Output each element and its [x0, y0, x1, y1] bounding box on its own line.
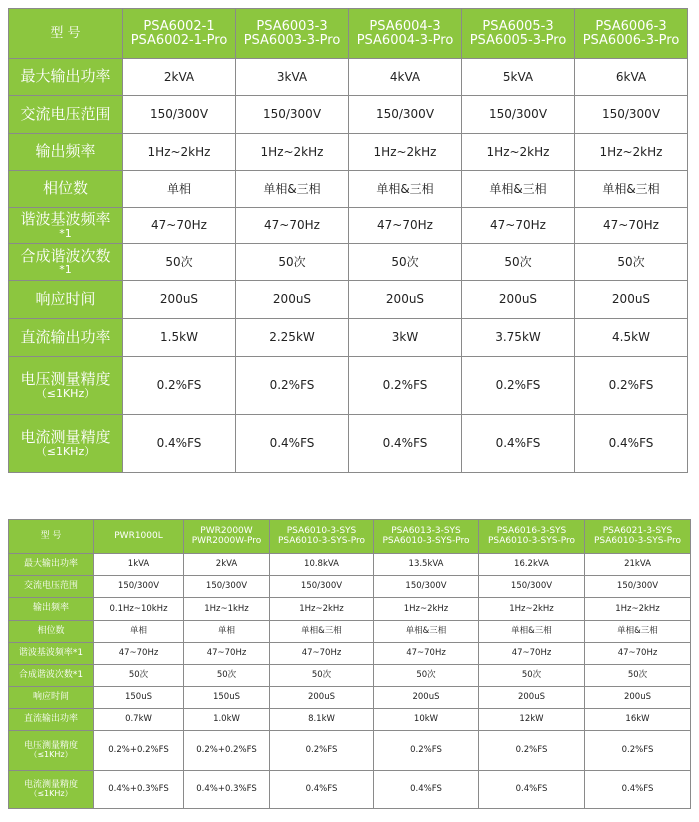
header-line: PSA6002-1 — [143, 18, 215, 34]
row-label-text: 电压测量精度 — [20, 370, 111, 389]
table-cell: 0.4%FS — [270, 771, 374, 809]
table-cell: 150/300V — [270, 576, 374, 598]
table-cell: 200uS — [585, 687, 691, 709]
row-label-note: （≤1KHz） — [35, 444, 96, 458]
row-label-text: 输出频率 — [35, 142, 96, 161]
table-cell: 1.0kW — [184, 709, 270, 731]
header-line: PWR2000W-Pro — [191, 535, 262, 546]
row-label — [9, 621, 94, 643]
table-cell: 8.1kW — [270, 709, 374, 731]
table-cell: 0.1Hz~10kHz — [94, 598, 184, 621]
model-header — [270, 520, 374, 554]
table-cell: 50次 — [94, 665, 184, 687]
table-cell: 150/300V — [374, 576, 479, 598]
table-cell: 10.8kVA — [270, 554, 374, 576]
table-cell: 150/300V — [479, 576, 585, 598]
header-line: PSA6004-3 — [369, 18, 441, 34]
header-line: PSA6003-3-Pro — [243, 32, 341, 48]
header-line: PSA6005-3-Pro — [469, 32, 567, 48]
row-label-text: 响应时间 — [35, 289, 96, 308]
table-cell: 47~70Hz — [236, 208, 349, 244]
model-header — [94, 520, 184, 554]
header-line: PSA6016-3-SYS — [496, 526, 567, 537]
model-header — [462, 9, 575, 59]
table-row — [9, 643, 691, 665]
row-label-note: *1 — [59, 226, 72, 240]
table-cell: 47~70Hz — [94, 643, 184, 665]
row-label — [9, 244, 123, 281]
table-cell: 0.2%FS — [123, 357, 236, 415]
table-cell: 1Hz~2kHz — [585, 598, 691, 621]
table-cell: 0.2%FS — [349, 357, 462, 415]
table-cell: 50次 — [236, 244, 349, 281]
table-cell: 50次 — [123, 244, 236, 281]
table-row — [9, 576, 691, 598]
table-cell: 1Hz~2kHz — [462, 134, 575, 171]
header-row — [9, 520, 691, 554]
header-line: PWR2000W — [200, 526, 253, 537]
table-row — [9, 621, 691, 643]
table-cell: 2.25kW — [236, 319, 349, 357]
row-label — [9, 731, 94, 771]
table-cell: 0.2%FS — [236, 357, 349, 415]
spec-table-pwr-psa-sys — [8, 519, 691, 809]
table-cell: 0.4%FS — [479, 771, 585, 809]
row-label-text: 谐波基波频率 — [20, 210, 111, 229]
row-label — [9, 96, 123, 134]
table-cell: 150uS — [184, 687, 270, 709]
table-cell: 单相&三相 — [270, 621, 374, 643]
header-line: PSA6006-3-Pro — [582, 32, 680, 48]
row-label-text: 合成谐波次数 — [20, 246, 111, 265]
table-cell: 0.4%FS — [123, 415, 236, 473]
row-label-text: 电压测量精度 — [23, 740, 78, 751]
table-cell: 150/300V — [123, 96, 236, 134]
row-label — [9, 643, 94, 665]
table-cell: 1Hz~2kHz — [270, 598, 374, 621]
table-cell: 47~70Hz — [349, 208, 462, 244]
model-header — [479, 520, 585, 554]
header-line: PSA6010-3-SYS-Pro — [487, 535, 576, 546]
table-cell: 200uS — [479, 687, 585, 709]
table-row — [9, 709, 691, 731]
table-cell: 单相&三相 — [374, 621, 479, 643]
table-cell: 50次 — [575, 244, 688, 281]
table-cell: 0.2%+0.2%FS — [94, 731, 184, 771]
table-cell: 47~70Hz — [123, 208, 236, 244]
table-cell: 21kVA — [585, 554, 691, 576]
row-label — [9, 171, 123, 208]
table-row — [9, 598, 691, 621]
table-cell: 1Hz~2kHz — [349, 134, 462, 171]
table-row — [9, 208, 688, 244]
row-label — [9, 554, 94, 576]
row-label — [9, 134, 123, 171]
model-header — [585, 520, 691, 554]
row-label-text: 交流电压范围 — [23, 580, 78, 591]
row-label-note: （≤1KHz） — [35, 386, 96, 400]
row-label-text: 输出频率 — [32, 603, 69, 614]
table-row — [9, 96, 688, 134]
model-label-header — [9, 9, 123, 59]
table-cell: 1Hz~1kHz — [184, 598, 270, 621]
table-cell: 0.4%FS — [575, 415, 688, 473]
row-label — [9, 415, 123, 473]
table-cell: 200uS — [123, 281, 236, 319]
table-cell: 47~70Hz — [374, 643, 479, 665]
table-cell: 1Hz~2kHz — [374, 598, 479, 621]
header-line: PSA6010-3-SYS — [286, 526, 357, 537]
row-label-text: 电流测量精度 — [23, 779, 78, 790]
table-cell: 200uS — [462, 281, 575, 319]
table-cell: 200uS — [270, 687, 374, 709]
row-label-text: 电流测量精度 — [20, 428, 111, 447]
table-cell: 50次 — [374, 665, 479, 687]
row-label — [9, 319, 123, 357]
table-cell: 47~70Hz — [462, 208, 575, 244]
table-cell: 1kVA — [94, 554, 184, 576]
model-header — [236, 9, 349, 59]
table-cell: 4kVA — [349, 59, 462, 96]
table-cell: 50次 — [349, 244, 462, 281]
table-cell: 0.7kW — [94, 709, 184, 731]
table-cell: 单相&三相 — [585, 621, 691, 643]
table-cell: 200uS — [575, 281, 688, 319]
row-label-note: *1 — [59, 263, 72, 277]
table-cell: 200uS — [349, 281, 462, 319]
table-cell: 0.2%+0.2%FS — [184, 731, 270, 771]
table-cell: 0.2%FS — [585, 731, 691, 771]
table-cell: 单相&三相 — [462, 171, 575, 208]
table-cell: 5kVA — [462, 59, 575, 96]
table-cell: 单相 — [123, 171, 236, 208]
table-cell: 0.4%FS — [349, 415, 462, 473]
table-row — [9, 687, 691, 709]
row-label — [9, 709, 94, 731]
table-cell: 47~70Hz — [585, 643, 691, 665]
header-line: PSA6002-1-Pro — [130, 32, 228, 48]
table-cell: 150/300V — [575, 96, 688, 134]
table-row — [9, 244, 688, 281]
table-cell: 50次 — [462, 244, 575, 281]
table-cell: 200uS — [374, 687, 479, 709]
table-row — [9, 357, 688, 415]
table-cell: 47~70Hz — [184, 643, 270, 665]
table-cell: 1.5kW — [123, 319, 236, 357]
row-label-text: 交流电压范围 — [20, 104, 111, 123]
table-row — [9, 171, 688, 208]
table-cell: 0.2%FS — [270, 731, 374, 771]
row-label — [9, 357, 123, 415]
table-cell: 2kVA — [184, 554, 270, 576]
row-label-text: 相位数 — [37, 625, 65, 636]
row-label — [9, 771, 94, 809]
table-cell: 单相&三相 — [236, 171, 349, 208]
header-line: PWR1000L — [114, 530, 163, 541]
table-cell: 47~70Hz — [479, 643, 585, 665]
table-cell: 2kVA — [123, 59, 236, 96]
header-line: PSA6010-3-SYS-Pro — [593, 535, 682, 546]
header-line: PSA6010-3-SYS-Pro — [382, 535, 470, 546]
table-cell: 150/300V — [349, 96, 462, 134]
row-label-text: 响应时间 — [32, 691, 69, 702]
table-cell: 单相&三相 — [479, 621, 585, 643]
table-row — [9, 134, 688, 171]
table-cell: 47~70Hz — [575, 208, 688, 244]
table-cell: 1Hz~2kHz — [236, 134, 349, 171]
row-label-note: （≤1KHz） — [29, 789, 73, 799]
table-cell: 0.2%FS — [575, 357, 688, 415]
row-label — [9, 598, 94, 621]
row-label — [9, 59, 123, 96]
row-label-text: 最大输出功率 — [23, 558, 78, 569]
table-cell: 单相&三相 — [575, 171, 688, 208]
model-header — [374, 520, 479, 554]
row-label-text: 相位数 — [42, 179, 88, 198]
row-label — [9, 687, 94, 709]
row-label — [9, 576, 94, 598]
row-label-text: 谐波基波频率*1 — [18, 647, 84, 658]
table-cell: 3kW — [349, 319, 462, 357]
table-cell: 0.2%FS — [479, 731, 585, 771]
table-cell: 10kW — [374, 709, 479, 731]
table-cell: 16kW — [585, 709, 691, 731]
table-cell: 0.2%FS — [374, 731, 479, 771]
table-cell: 47~70Hz — [270, 643, 374, 665]
row-label-note: （≤1KHz） — [29, 750, 73, 760]
header-line: PSA6005-3 — [482, 18, 554, 34]
model-header — [184, 520, 270, 554]
table-cell: 150/300V — [236, 96, 349, 134]
row-label-text: 最大输出功率 — [20, 67, 111, 86]
header-line: 型 号 — [50, 25, 81, 41]
table-cell: 单相 — [94, 621, 184, 643]
table-cell: 50次 — [585, 665, 691, 687]
model-header — [123, 9, 236, 59]
table-row — [9, 59, 688, 96]
header-line: PSA6004-3-Pro — [356, 32, 454, 48]
table-cell: 0.4%FS — [236, 415, 349, 473]
table-cell: 单相&三相 — [349, 171, 462, 208]
header-line: PSA6003-3 — [256, 18, 328, 34]
table-cell: 200uS — [236, 281, 349, 319]
table-row — [9, 281, 688, 319]
row-label-text: 直流输出功率 — [23, 713, 78, 724]
table-cell: 0.4%+0.3%FS — [184, 771, 270, 809]
table-cell: 1Hz~2kHz — [123, 134, 236, 171]
table-cell: 0.4%FS — [462, 415, 575, 473]
table-cell: 0.2%FS — [462, 357, 575, 415]
table-cell: 150/300V — [184, 576, 270, 598]
table-cell: 150/300V — [94, 576, 184, 598]
table-cell: 单相 — [184, 621, 270, 643]
table-cell: 16.2kVA — [479, 554, 585, 576]
table-cell: 50次 — [184, 665, 270, 687]
spec-table-psa6000 — [8, 8, 688, 473]
table-cell: 150/300V — [585, 576, 691, 598]
header-line: PSA6021-3-SYS — [602, 526, 673, 537]
table-cell: 50次 — [479, 665, 585, 687]
table-row — [9, 665, 691, 687]
model-header — [575, 9, 688, 59]
table-row — [9, 771, 691, 809]
table-cell: 150uS — [94, 687, 184, 709]
row-label — [9, 665, 94, 687]
table-cell: 1Hz~2kHz — [575, 134, 688, 171]
header-line: PSA6006-3 — [595, 18, 667, 34]
table-cell: 0.4%FS — [585, 771, 691, 809]
table-cell: 12kW — [479, 709, 585, 731]
table-cell: 3.75kW — [462, 319, 575, 357]
header-line: 型 号 — [40, 530, 62, 541]
row-label-text: 直流输出功率 — [20, 327, 111, 346]
row-label — [9, 208, 123, 244]
table-cell: 1Hz~2kHz — [479, 598, 585, 621]
table-row — [9, 554, 691, 576]
model-header — [349, 9, 462, 59]
header-row — [9, 9, 688, 59]
table-row — [9, 319, 688, 357]
row-label-text: 合成谐波次数*1 — [18, 669, 84, 680]
table-row — [9, 731, 691, 771]
table-cell: 0.4%+0.3%FS — [94, 771, 184, 809]
table-cell: 50次 — [270, 665, 374, 687]
table-cell: 3kVA — [236, 59, 349, 96]
table-row — [9, 415, 688, 473]
header-line: PSA6013-3-SYS — [391, 526, 461, 537]
table-cell: 4.5kW — [575, 319, 688, 357]
header-line: PSA6010-3-SYS-Pro — [277, 535, 366, 546]
table-cell: 13.5kVA — [374, 554, 479, 576]
model-label-header — [9, 520, 94, 554]
row-label — [9, 281, 123, 319]
table-cell: 150/300V — [462, 96, 575, 134]
table-cell: 6kVA — [575, 59, 688, 96]
table-cell: 0.4%FS — [374, 771, 479, 809]
